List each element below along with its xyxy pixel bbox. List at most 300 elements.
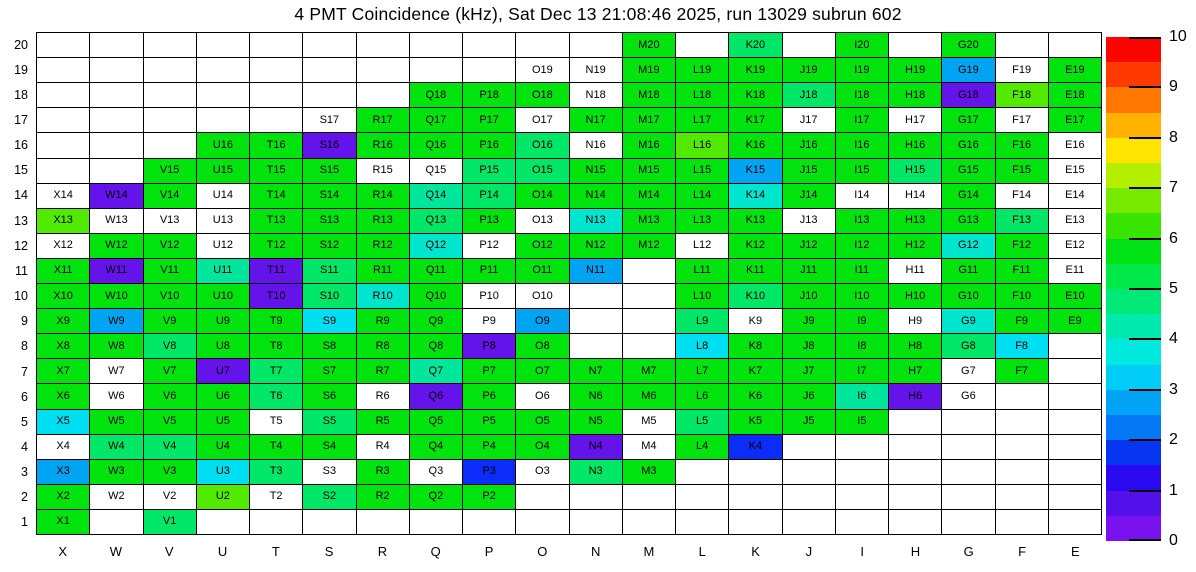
cell-X14: X14 [37,184,90,209]
cell-K7: K7 [729,359,782,384]
cell-H8: H8 [889,334,942,359]
cell-P2: P2 [463,485,516,510]
cell-J10: J10 [783,284,836,309]
colorbar-tick [1129,539,1161,541]
colorbar-band [1106,314,1161,339]
cell-G8: G8 [942,334,995,359]
cell-H14: H14 [889,184,942,209]
cell-O14: O14 [516,184,569,209]
cell-M5: M5 [623,410,676,435]
cell-G10: G10 [942,284,995,309]
cell-W6: W6 [90,384,143,409]
cell-N8 [570,334,623,359]
cell-J7: J7 [783,359,836,384]
cell-I9: I9 [836,309,889,334]
cell-R10: R10 [357,284,410,309]
cell-P11: P11 [463,259,516,284]
cell-E13: E13 [1049,209,1102,234]
cell-W12: W12 [90,234,143,259]
cell-V3: V3 [144,460,197,485]
row-label-13: 13 [14,213,28,228]
cell-W5: W5 [90,410,143,435]
cell-N10 [570,284,623,309]
cell-Q18: Q18 [410,83,463,108]
cell-V6: V6 [144,384,197,409]
cell-I2 [836,485,889,510]
cell-R3: R3 [357,460,410,485]
colorbar-tick-label-2: 2 [1169,431,1178,449]
cell-U12: U12 [197,234,250,259]
colorbar-tick-label-4: 4 [1169,330,1178,348]
cell-W15 [90,159,143,184]
cell-I4 [836,435,889,460]
cell-T3: T3 [250,460,303,485]
cell-E7 [1049,359,1102,384]
cell-H5 [889,410,942,435]
cell-U13: U13 [197,209,250,234]
cell-K6: K6 [729,384,782,409]
cell-N19: N19 [570,58,623,83]
cell-V11: V11 [144,259,197,284]
cell-I15: I15 [836,159,889,184]
cell-L14: L14 [676,184,729,209]
cell-T11: T11 [250,259,303,284]
cell-O17: O17 [516,108,569,133]
cell-K20: K20 [729,33,782,58]
cell-H17: H17 [889,108,942,133]
row-label-19: 19 [14,62,28,77]
col-label-N: N [590,543,601,559]
cell-K2 [729,485,782,510]
cell-J2 [783,485,836,510]
cell-J20 [783,33,836,58]
cell-K1 [729,510,782,535]
cell-X15 [37,159,90,184]
cell-F14: F14 [996,184,1049,209]
cell-N15: N15 [570,159,623,184]
cell-Q14: Q14 [410,184,463,209]
colorbar-band [1106,264,1161,289]
cell-J12: J12 [783,234,836,259]
cell-O3: O3 [516,460,569,485]
cell-X12: X12 [37,234,90,259]
cell-G4 [942,435,995,460]
row-label-12: 12 [14,238,28,253]
colorbar-band [1106,390,1161,415]
cell-I10: I10 [836,284,889,309]
cell-O8: O8 [516,334,569,359]
cell-P6: P6 [463,384,516,409]
cell-O11: O11 [516,259,569,284]
cell-U17 [197,108,250,133]
col-label-Q: Q [430,543,441,559]
cell-N7: N7 [570,359,623,384]
cell-K14: K14 [729,184,782,209]
cell-N9 [570,309,623,334]
cell-F16: F16 [996,133,1049,158]
cell-M7: M7 [623,359,676,384]
cell-W18 [90,83,143,108]
colorbar-band [1106,516,1161,541]
col-label-K: K [751,543,760,559]
cell-R20 [357,33,410,58]
cell-E19: E19 [1049,58,1102,83]
x-axis-column-labels [36,541,1102,561]
cell-X8: X8 [37,334,90,359]
cell-O10: O10 [516,284,569,309]
cell-U7: U7 [197,359,250,384]
cell-V7: V7 [144,359,197,384]
cell-S6: S6 [303,384,356,409]
row-label-10: 10 [14,289,28,304]
cell-J19: J19 [783,58,836,83]
colorbar-tick-label-10: 10 [1169,28,1187,45]
cell-I12: I12 [836,234,889,259]
row-label-14: 14 [14,188,28,203]
colorbar-band [1106,415,1161,440]
cell-R18 [357,83,410,108]
cell-U4: U4 [197,435,250,460]
col-label-L: L [698,543,706,559]
colorbar-tick-label-9: 9 [1169,78,1178,96]
cell-E12: E12 [1049,234,1102,259]
cell-N1 [570,510,623,535]
cell-L6: L6 [676,384,729,409]
colorbar-tick [1129,238,1161,240]
cell-R5: R5 [357,410,410,435]
cell-I20: I20 [836,33,889,58]
cell-O1 [516,510,569,535]
cell-X16 [37,133,90,158]
cell-R2: R2 [357,485,410,510]
cell-M19: M19 [623,58,676,83]
cell-P9: P9 [463,309,516,334]
cell-R12: R12 [357,234,410,259]
cell-T5: T5 [250,410,303,435]
cell-R8: R8 [357,334,410,359]
cell-K19: K19 [729,58,782,83]
cell-H11: H11 [889,259,942,284]
cell-Q4: Q4 [410,435,463,460]
cell-S8: S8 [303,334,356,359]
cell-M14: M14 [623,184,676,209]
cell-P20 [463,33,516,58]
cell-P5: P5 [463,410,516,435]
cell-O19: O19 [516,58,569,83]
cell-K12: K12 [729,234,782,259]
cell-X2: X2 [37,485,90,510]
cell-I19: I19 [836,58,889,83]
colorbar-band [1106,365,1161,390]
colorbar-tick-label-0: 0 [1169,532,1178,549]
cell-T17 [250,108,303,133]
cell-O2 [516,485,569,510]
cell-I8: I8 [836,334,889,359]
cell-L16: L16 [676,133,729,158]
cell-J11: J11 [783,259,836,284]
colorbar-area [1106,28,1196,549]
cell-G16: G16 [942,133,995,158]
cell-T14: T14 [250,184,303,209]
cell-U19 [197,58,250,83]
cell-U20 [197,33,250,58]
colorbar-tick [1129,37,1161,39]
cell-N4: N4 [570,435,623,460]
pmt-grid [36,32,1102,535]
cell-P1 [463,510,516,535]
cell-L10: L10 [676,284,729,309]
colorbar-tick-label-7: 7 [1169,179,1178,197]
cell-V4: V4 [144,435,197,460]
cell-H2 [889,485,942,510]
cell-P16: P16 [463,133,516,158]
cell-N2 [570,485,623,510]
row-label-5: 5 [21,414,28,429]
row-label-11: 11 [15,263,28,278]
cell-U8: U8 [197,334,250,359]
cell-I18: I18 [836,83,889,108]
cell-X20 [37,33,90,58]
cell-L17: L17 [676,108,729,133]
cell-P18: P18 [463,83,516,108]
cell-L3 [676,460,729,485]
cell-K11: K11 [729,259,782,284]
cell-O5: O5 [516,410,569,435]
cell-S5: S5 [303,410,356,435]
cell-N12: N12 [570,234,623,259]
cell-P15: P15 [463,159,516,184]
cell-R1 [357,510,410,535]
cell-N18: N18 [570,83,623,108]
cell-P12: P12 [463,234,516,259]
cell-T1 [250,510,303,535]
colorbar-tick [1129,338,1161,340]
colorbar-band [1106,163,1161,188]
colorbar-tick [1129,389,1161,391]
cell-O20 [516,33,569,58]
col-label-U: U [217,543,228,559]
cell-K9: K9 [729,309,782,334]
cell-G18: G18 [942,83,995,108]
cell-R14: R14 [357,184,410,209]
cell-L12: L12 [676,234,729,259]
cell-V17 [144,108,197,133]
cell-H7: H7 [889,359,942,384]
colorbar-tick-label-3: 3 [1169,380,1178,398]
cell-X3: X3 [37,460,90,485]
cell-T19 [250,58,303,83]
cell-G5 [942,410,995,435]
cell-J9: J9 [783,309,836,334]
cell-Q15: Q15 [410,159,463,184]
cell-W2: W2 [90,485,143,510]
cell-V9: V9 [144,309,197,334]
col-label-I: I [860,543,864,559]
cell-L4: L4 [676,435,729,460]
cell-H12: H12 [889,234,942,259]
colorbar-band [1106,213,1161,238]
cell-I3 [836,460,889,485]
cell-R4: R4 [357,435,410,460]
cell-X7: X7 [37,359,90,384]
cell-R9: R9 [357,309,410,334]
cell-M10 [623,284,676,309]
cell-O7: O7 [516,359,569,384]
cell-O16: O16 [516,133,569,158]
cell-N11: N11 [570,259,623,284]
cell-L19: L19 [676,58,729,83]
cell-E16: E16 [1049,133,1102,158]
cell-E6 [1049,384,1102,409]
cell-H18: H18 [889,83,942,108]
cell-L11: L11 [676,259,729,284]
cell-V13: V13 [144,209,197,234]
cell-S12: S12 [303,234,356,259]
cell-X13: X13 [37,209,90,234]
cell-I11: I11 [836,259,889,284]
cell-J5: J5 [783,410,836,435]
cell-Q1 [410,510,463,535]
row-label-16: 16 [14,138,28,153]
colorbar-band [1106,289,1161,314]
cell-H16: H16 [889,133,942,158]
cell-I13: I13 [836,209,889,234]
cell-W20 [90,33,143,58]
cell-O12: O12 [516,234,569,259]
cell-X18 [37,83,90,108]
cell-L13: L13 [676,209,729,234]
cell-N6: N6 [570,384,623,409]
cell-T2: T2 [250,485,303,510]
cell-Q7: Q7 [410,359,463,384]
cell-J4 [783,435,836,460]
cell-R17: R17 [357,108,410,133]
colorbar-band [1106,113,1161,138]
cell-J13: J13 [783,209,836,234]
cell-W17 [90,108,143,133]
col-label-W: W [109,543,123,559]
cell-X1: X1 [37,510,90,535]
cell-F12: F12 [996,234,1049,259]
colorbar-tick [1129,288,1161,290]
y-axis-row-labels [0,32,28,535]
cell-S20 [303,33,356,58]
cell-V14: V14 [144,184,197,209]
col-label-P: P [484,543,494,559]
cell-L15: L15 [676,159,729,184]
cell-M9 [623,309,676,334]
cell-E20 [1049,33,1102,58]
cell-K4: K4 [729,435,782,460]
cell-W3: W3 [90,460,143,485]
colorbar-tick [1129,86,1161,88]
cell-V10: V10 [144,284,197,309]
cell-F11: F11 [996,259,1049,284]
cell-R15: R15 [357,159,410,184]
cell-U18 [197,83,250,108]
colorbar-tick-label-5: 5 [1169,280,1178,297]
cell-I17: I17 [836,108,889,133]
cell-X9: X9 [37,309,90,334]
cell-V8: V8 [144,334,197,359]
col-label-E: E [1071,543,1080,559]
colorbar-tick [1129,439,1161,441]
cell-X10: X10 [37,284,90,309]
cell-U3: U3 [197,460,250,485]
cell-M12: M12 [623,234,676,259]
cell-M1 [623,510,676,535]
cell-J15: J15 [783,159,836,184]
cell-U14: U14 [197,184,250,209]
cell-M13: M13 [623,209,676,234]
cell-Q10: Q10 [410,284,463,309]
cell-W9: W9 [90,309,143,334]
cell-F4 [996,435,1049,460]
cell-F13: F13 [996,209,1049,234]
cell-F17: F17 [996,108,1049,133]
cell-R13: R13 [357,209,410,234]
cell-K5: K5 [729,410,782,435]
cell-G11: G11 [942,259,995,284]
cell-G13: G13 [942,209,995,234]
cell-E9: E9 [1049,309,1102,334]
cell-Q3: Q3 [410,460,463,485]
row-label-1: 1 [21,515,28,530]
cell-H4 [889,435,942,460]
colorbar-tick-label-8: 8 [1169,128,1178,146]
col-label-F: F [1018,543,1027,559]
cell-W16 [90,133,143,158]
cell-M15: M15 [623,159,676,184]
cell-V18 [144,83,197,108]
cell-T15: T15 [250,159,303,184]
col-label-J: J [805,543,813,559]
cell-L1 [676,510,729,535]
cell-N20 [570,33,623,58]
cell-G19: G19 [942,58,995,83]
cell-K15: K15 [729,159,782,184]
col-label-T: T [271,543,280,559]
cell-E17: E17 [1049,108,1102,133]
cell-V5: V5 [144,410,197,435]
row-label-3: 3 [21,465,28,480]
cell-E10: E10 [1049,284,1102,309]
cell-T18 [250,83,303,108]
cell-S9: S9 [303,309,356,334]
cell-J3 [783,460,836,485]
cell-U11: U11 [197,259,250,284]
cell-F7: F7 [996,359,1049,384]
cell-M18: M18 [623,83,676,108]
cell-H15: H15 [889,159,942,184]
cell-F8: F8 [996,334,1049,359]
cell-M6: M6 [623,384,676,409]
cell-V2: V2 [144,485,197,510]
cell-F20 [996,33,1049,58]
cell-L8: L8 [676,334,729,359]
row-label-17: 17 [14,113,28,128]
cell-W4: W4 [90,435,143,460]
cell-F15: F15 [996,159,1049,184]
cell-E18: E18 [1049,83,1102,108]
cell-P13: P13 [463,209,516,234]
cell-P10: P10 [463,284,516,309]
colorbar-tick [1129,137,1161,139]
cell-V19 [144,58,197,83]
cell-X11: X11 [37,259,90,284]
cell-F2 [996,485,1049,510]
col-label-G: G [963,543,974,559]
